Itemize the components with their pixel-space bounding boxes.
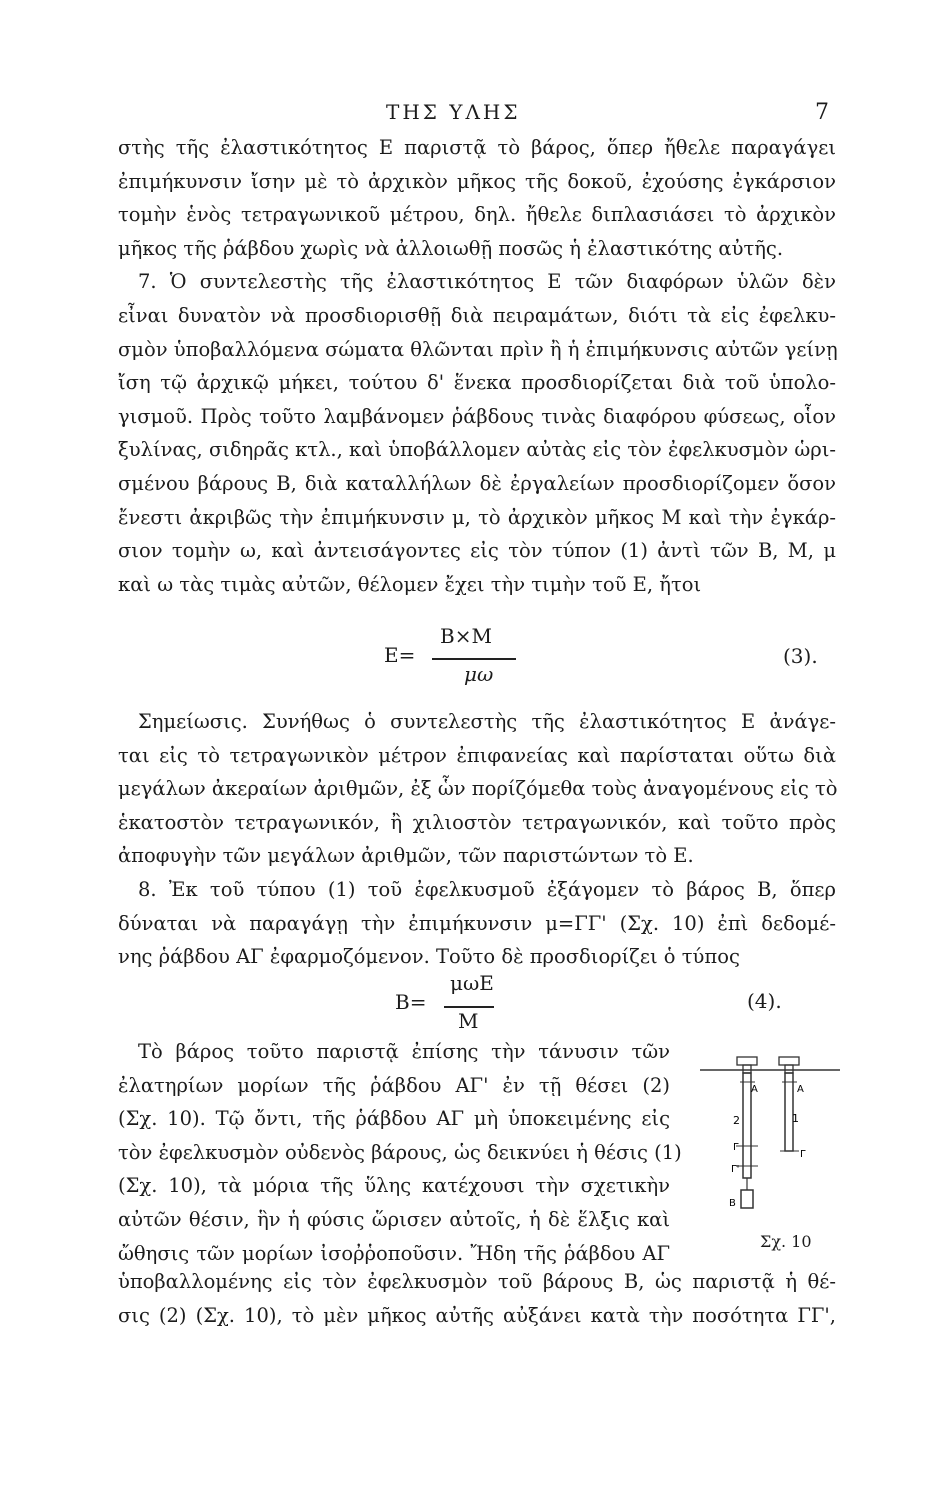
formula-denominator: μω xyxy=(464,662,494,686)
weight xyxy=(741,1190,753,1208)
label-g-prime: Γ' xyxy=(731,1164,740,1175)
text-line: μῆκος τῆς ῥάβδου χωρὶς νὰ ἀλλοιωθῇ ποσῶς ἡ ἐλαστικότης αὐτῆς. xyxy=(118,236,784,260)
formula-3 xyxy=(0,620,945,700)
label-a-left: A xyxy=(751,1084,758,1095)
rod-clamp-left xyxy=(743,1065,751,1073)
formula-numerator: μωΕ xyxy=(450,971,494,995)
formula-lhs: Β= xyxy=(395,990,427,1014)
paragraph-3 xyxy=(118,1035,682,1270)
text-line: Τὸ βάρος τοῦτο παριστᾷ ἐπίσης τὴν τάνυσιν τῶν xyxy=(138,1040,670,1063)
page-number: 7 xyxy=(815,100,829,125)
label-b: B xyxy=(729,1198,736,1209)
text-line: νης ῥάβδου ΑΓ ἐφαρμοζόμενον. Τοῦτο δὲ προσδιορίζει ὁ τύπος xyxy=(118,945,740,969)
figure-caption: Σχ. 10 xyxy=(760,1232,812,1251)
fraction-bar xyxy=(444,1006,494,1008)
figure-10 xyxy=(700,1040,840,1260)
paragraph-1 xyxy=(118,131,836,601)
text-line: ἔνεστι ἀκριβῶς τὴν ἐπιμήκυνσιν μ, τὸ ἀρχικὸν μῆκος Μ καὶ τὴν ἐγκάρ- xyxy=(118,505,836,529)
text-line: εἶναι δυνατὸν νὰ προσδιορισθῇ διὰ πειραμάτων, διότι τὰ εἰς ἐφελκυ- xyxy=(118,303,836,327)
text-line: σμένου βάρους Β, διὰ καταλλήλων δὲ ἐργαλείων προσδιορίζομεν ὅσον xyxy=(118,471,836,495)
text-line: σις (2) (Σχ. 10), τὸ μὲν μῆκος αὐτῆς αὐξάνει κατὰ τὴν ποσότητα ΓΓ', xyxy=(118,1303,836,1327)
formula-lhs: Ε= xyxy=(384,643,416,667)
label-g-left: Γ xyxy=(733,1142,739,1153)
text-line: στὴς τῆς ἐλαστικότητος Ε παριστᾷ τὸ βάρος, ὅπερ ἤθελε παραγάγει xyxy=(118,136,836,159)
text-line: ται εἰς τὸ τετραγωνικὸν μέτρον ἐπιφανείας καὶ παρίσταται οὕτω διὰ xyxy=(118,743,836,767)
text-line: ἴση τῷ ἀρχικῷ μήκει, τούτου δ' ἕνεκα προσδιορίζεται διὰ τοῦ ὑπολο- xyxy=(118,371,836,395)
label-position-2: 2 xyxy=(733,1114,740,1127)
text-line: τὸν ἐφελκυσμὸν οὐδενὸς βάρους, ὡς δεικνύει ἡ θέσις (1) xyxy=(118,1140,682,1164)
text-line: ἐλατηρίων μορίων τῆς ῥάβδου ΑΓ' ἐν τῇ θέσει (2) xyxy=(118,1073,670,1097)
text-line: 8. Ἐκ τοῦ τύπου (1) τοῦ ἐφελκυσμοῦ ἐξάγομεν τὸ βάρος Β, ὅπερ xyxy=(138,877,836,901)
text-line: ἐπιμήκυνσιν ἴσην μὲ τὸ ἀρχικὸν μῆκος τῆς δοκοῦ, ἐχούσης ἐγκάρσιον xyxy=(118,169,836,193)
rod-left xyxy=(743,1073,751,1178)
text-line: ἀποφυγὴν τῶν μεγάλων ἀριθμῶν, τῶν παριστώντων τὸ Ε. xyxy=(118,844,694,868)
rod-cap-left xyxy=(737,1057,757,1065)
text-line: ὤθησις τῶν μορίων ἰσοῤῥοποῦσιν. Ἤδη τῆς ῥάβδου ΑΓ xyxy=(118,1241,670,1265)
text-line: καὶ ω τὰς τιμὰς αὐτῶν, θέλομεν ἔχει τὴν τιμὴν τοῦ Ε, ἤτοι xyxy=(118,572,702,596)
text-line: (Σχ. 10). Τῷ ὄντι, τῆς ῥάβδου ΑΓ μὴ ὑποκειμένης εἰς xyxy=(118,1107,670,1131)
rod-diagram xyxy=(700,1040,840,1230)
formula-denominator: Μ xyxy=(458,1009,479,1033)
text-line: αὐτῶν θέσιν, ἣν ἡ φύσις ὥρισεν αὐτοῖς, ἡ δὲ ἕλξις καὶ xyxy=(118,1207,670,1231)
label-a-right: A xyxy=(797,1084,804,1095)
rod-clamp-right xyxy=(785,1065,793,1073)
text-line: Σημείωσις. Συνήθως ὁ συντελεστὴς τῆς ἐλαστικότητος Ε ἀνάγε- xyxy=(138,710,836,733)
formula-numerator: Β×Μ xyxy=(440,624,492,648)
page-header xyxy=(0,100,945,130)
text-line: 7. Ὁ συντελεστὴς τῆς ἐλαστικότητος Ε τῶν διαφόρων ὑλῶν δὲν xyxy=(138,270,836,294)
text-line: ὑποβαλλομένης εἰς τὸν ἐφελκυσμὸν τοῦ βάρους Β, ὡς παριστᾷ ἡ θέ- xyxy=(118,1270,836,1293)
text-line: δύναται νὰ παραγάγῃ τὴν ἐπιμήκυνσιν μ=ΓΓ' (Σχ. 10) ἐπὶ δεδομέ- xyxy=(118,911,836,935)
text-line: ἑκατοστὸν τετραγωνικόν, ἢ χιλιοστὸν τετραγωνικόν, καὶ τοῦτο πρὸς xyxy=(118,810,836,834)
rod-cap-right xyxy=(779,1057,799,1065)
text-line: μεγάλων ἀκεραίων ἀριθμῶν, ἐξ ὧν πορίζόμεθα τοὺς ἀναγομένους εἰς τὸ xyxy=(118,777,838,801)
running-title: ΤΗΣ ΥΛΗΣ xyxy=(386,100,521,124)
text-line: ξυλίνας, σιδηρᾶς κτλ., καὶ ὑποβάλλομεν αὐτὰς εἰς τὸν ἐφελκυσμὸν ὡρι- xyxy=(118,438,836,462)
equation-number: (4). xyxy=(747,989,782,1013)
text-line: σμὸν ὑποβαλλόμενα σώματα θλῶνται πρὶν ἢ ἡ ἐπιμήκυνσις αὐτῶν γείνῃ xyxy=(118,337,838,361)
equation-number: (3). xyxy=(783,644,818,668)
text-line: τομὴν ἑνὸς τετραγωνικοῦ μέτρου, δηλ. ἤθελε διπλασιάσει τὸ ἀρχικὸν xyxy=(118,203,836,227)
text-line: γισμοῦ. Πρὸς τοῦτο λαμβάνομεν ῥάβδους τινὰς διαφόρου φύσεως, οἷον xyxy=(118,404,836,428)
label-g-right: Γ xyxy=(800,1149,806,1160)
text-line: σιον τομὴν ω, καὶ ἀντεισάγοντες εἰς τὸν τύπον (1) ἀντὶ τῶν Β, Μ, μ xyxy=(118,539,836,563)
paragraph-2 xyxy=(118,705,836,974)
text-line: (Σχ. 10), τὰ μόρια τῆς ὕλης κατέχουσι τὴν σχετικὴν xyxy=(118,1174,670,1198)
fraction-bar xyxy=(432,658,516,660)
label-position-1: 1 xyxy=(792,1112,799,1125)
paragraph-4 xyxy=(118,1265,836,1332)
